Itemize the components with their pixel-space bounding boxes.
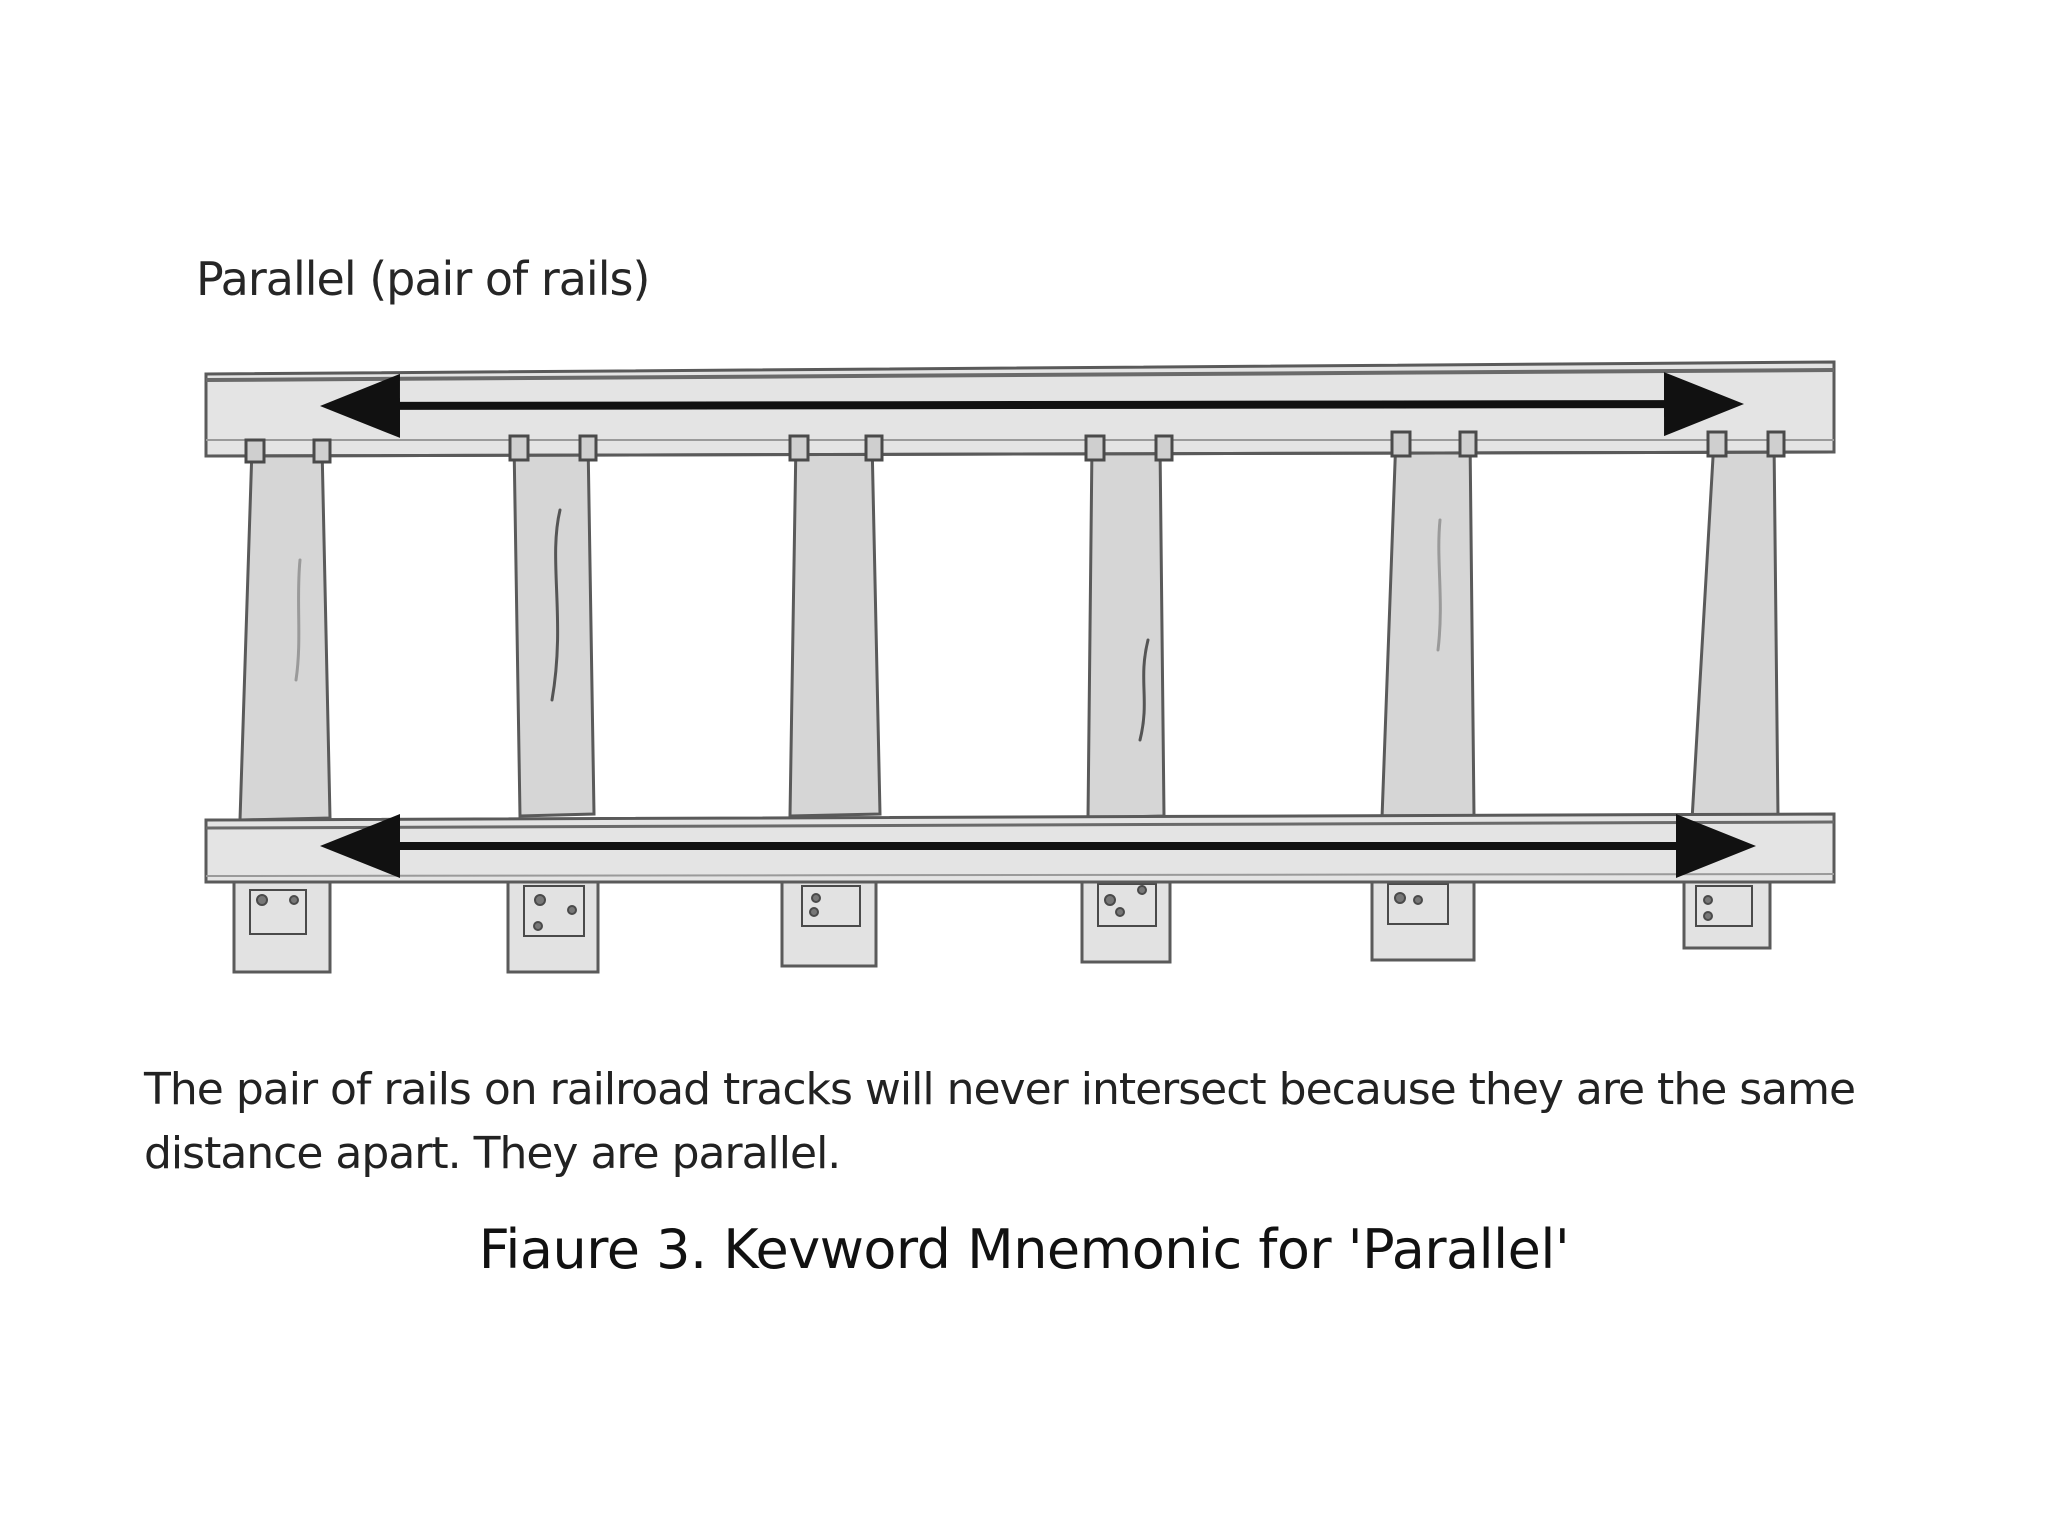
diagram-label: Parallel (pair of rails) (196, 252, 650, 306)
railroad-ties (240, 436, 1778, 820)
diagram-caption: The pair of rails on railroad tracks will never intersect because they are the same distance apart. They are parallel. (144, 1064, 1856, 1179)
tie-3 (790, 440, 880, 816)
tie-2 (514, 440, 594, 816)
tie-ends (234, 876, 1770, 972)
tie-5 (1382, 436, 1474, 818)
top-parallel-arrow (336, 404, 1728, 406)
tie-1 (240, 446, 330, 820)
tie-end-3 (782, 876, 876, 966)
tie-bolts (250, 884, 1752, 936)
tie-6 (1692, 440, 1778, 820)
tie-4 (1088, 444, 1164, 818)
figure-title: Fiaure 3. Kevword Mnemonic for 'Parallel' (478, 1218, 1570, 1281)
